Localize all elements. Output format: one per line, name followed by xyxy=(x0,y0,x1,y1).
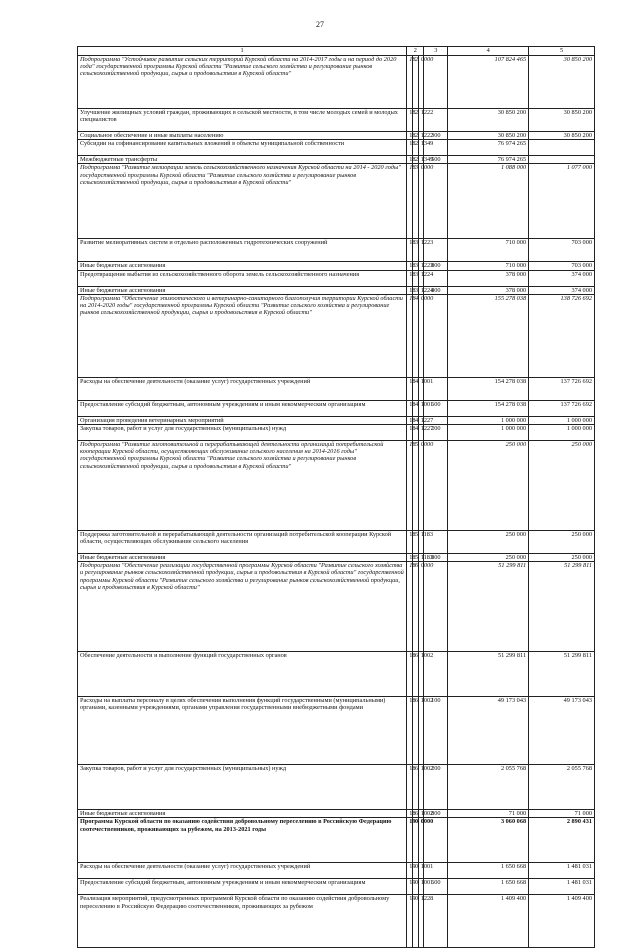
row-amount-year2: 250 000 xyxy=(529,441,595,531)
row-name: Обеспечение деятельности и выполнение функций государственных органов xyxy=(78,652,407,697)
row-code-b: 3 xyxy=(412,270,418,286)
row-amount-year1: 710 000 xyxy=(448,262,529,270)
table-row xyxy=(78,262,595,270)
row-amount-year1: 30 850 200 xyxy=(448,109,529,132)
row-code-c: 1001 xyxy=(418,879,424,895)
row-amount-year2: 374 000 xyxy=(529,286,595,294)
row-expense-type xyxy=(424,895,448,948)
row-code-a: 18 xyxy=(407,652,413,697)
budget-table xyxy=(77,46,595,948)
row-name: Расходы на обеспечение деятельности (оказание услуг) государственных учреждений xyxy=(78,377,407,400)
row-name: Подпрограмма "Устойчивое развитие сельских территорий Курской области на 2014-2017 годы и на период до 2020 года" государственной программы Курской области "Развитие сельского хозяйства и регулирование рынков сельскохозяйственной продукции, сырья и продовольствия в Курской области" xyxy=(78,56,407,109)
row-amount-year1: 154 278 038 xyxy=(448,377,529,400)
row-amount-year2: 1 077 000 xyxy=(529,164,595,239)
row-code-a: 19 xyxy=(407,895,413,948)
table-row xyxy=(78,765,595,810)
row-amount-year1: 155 278 038 xyxy=(448,294,529,377)
row-amount-year1: 710 000 xyxy=(448,239,529,262)
row-amount-year2: 30 850 200 xyxy=(529,132,595,140)
row-code-c: 1224 xyxy=(418,286,424,294)
row-expense-type: 600 xyxy=(424,879,448,895)
table-row xyxy=(78,425,595,441)
header-col-3: 3 xyxy=(424,47,448,56)
row-code-a: 18 xyxy=(407,294,413,377)
row-code-a: 18 xyxy=(407,270,413,286)
row-amount-year1: 76 974 265 xyxy=(448,140,529,156)
row-name: Межбюджетные трансферты xyxy=(78,156,407,164)
row-code-b: 0 xyxy=(412,895,418,948)
row-code-c: 1001 xyxy=(418,377,424,400)
row-amount-year1: 250 000 xyxy=(448,441,529,531)
table-header-row xyxy=(78,47,595,56)
row-amount-year2: 1 409 400 xyxy=(529,895,595,948)
row-code-c: 1349 xyxy=(418,140,424,156)
row-code-c: 1002 xyxy=(418,697,424,765)
row-name: Предоставление субсидий бюджетным, автономным учреждениям и иным некоммерческим организациям xyxy=(78,400,407,416)
table-row xyxy=(78,294,595,377)
row-amount-year1: 1 650 668 xyxy=(448,879,529,895)
row-amount-year2: 1 000 000 xyxy=(529,416,595,424)
row-name: Программа Курской области по оказанию содействия добровольному переселению в Российскую Федерацию соотечественников, проживающих за рубежом, на 2013-2021 годы xyxy=(78,818,407,863)
row-name: Подпрограмма "Обеспечение эпизоотического и ветеринарно-санитарного благополучия территории Курской области на 2014-2020 годы" государственной программы Курской области "Развитие сельского хозяйства и регулирование рынков сельскохозяйственной продукции, сырья и продовольствия в Курской области" xyxy=(78,294,407,377)
row-expense-type: 300 xyxy=(424,132,448,140)
row-code-c: 1223 xyxy=(418,262,424,270)
row-amount-year1: 51 299 811 xyxy=(448,652,529,697)
row-expense-type: 800 xyxy=(424,262,448,270)
table-row xyxy=(78,56,595,109)
row-expense-type: 600 xyxy=(424,400,448,416)
table-row xyxy=(78,109,595,132)
row-code-b: 4 xyxy=(412,416,418,424)
row-expense-type: 800 xyxy=(424,286,448,294)
row-name: Иные бюджетные ассигнования xyxy=(78,262,407,270)
row-expense-type xyxy=(424,56,448,109)
row-name: Иные бюджетные ассигнования xyxy=(78,554,407,562)
row-expense-type: 100 xyxy=(424,697,448,765)
row-code-a: 18 xyxy=(407,425,413,441)
row-code-c: 1349 xyxy=(418,156,424,164)
row-expense-type: 200 xyxy=(424,425,448,441)
table-row xyxy=(78,441,595,531)
row-code-b: 0 xyxy=(412,879,418,895)
table-row xyxy=(78,863,595,879)
header-col-2: 2 xyxy=(407,47,424,56)
table-row xyxy=(78,697,595,765)
table-row xyxy=(78,895,595,948)
row-amount-year1: 107 824 465 xyxy=(448,56,529,109)
row-name: Подпрограмма "Обеспечение реализации государственной программы Курской области "Развитие сельского хозяйства и регулирование рынков сельскохозяйственной продукции, сырья и продовольствия в Курской области" государственной программы Курской области "Развитие сельского хозяйства и регулирование рынков сельскохозяйственной продукции, сырья и продовольствия в Курской области" xyxy=(78,562,407,652)
row-code-b: 0 xyxy=(412,863,418,879)
row-amount-year2: 138 726 692 xyxy=(529,294,595,377)
table-row xyxy=(78,140,595,156)
row-amount-year1: 1 650 668 xyxy=(448,863,529,879)
row-code-b: 6 xyxy=(412,810,418,818)
row-code-a: 18 xyxy=(407,531,413,554)
page-number: 27 xyxy=(316,20,324,29)
row-amount-year2: 71 000 xyxy=(529,810,595,818)
row-name: Расходы на выплаты персоналу в целях обеспечения выполнения функций государственными (муниципальными) органами, казенными учреждениями, органами управления государственными внебюджетными фондами xyxy=(78,697,407,765)
row-code-c: 1222 xyxy=(418,109,424,132)
row-name: Субсидии на софинансирование капитальных вложений в объекты муниципальной собственности xyxy=(78,140,407,156)
row-amount-year2: 250 000 xyxy=(529,554,595,562)
row-amount-year2: 30 850 200 xyxy=(529,56,595,109)
row-name: Развитие мелиоративных систем и отдельно расположенных гидротехнических сооружений xyxy=(78,239,407,262)
row-code-b: 4 xyxy=(412,377,418,400)
row-code-a: 18 xyxy=(407,262,413,270)
row-amount-year1: 30 850 200 xyxy=(448,132,529,140)
row-code-c: 1222 xyxy=(418,132,424,140)
row-name: Закупка товаров, работ и услуг для государственных (муниципальных) нужд xyxy=(78,425,407,441)
row-code-a: 18 xyxy=(407,286,413,294)
row-code-b: 6 xyxy=(412,562,418,652)
row-code-b: 5 xyxy=(412,531,418,554)
row-code-b: 6 xyxy=(412,697,418,765)
header-col-4: 4 xyxy=(448,47,529,56)
row-code-c: 0000 xyxy=(418,164,424,239)
row-amount-year2: 374 000 xyxy=(529,270,595,286)
row-expense-type xyxy=(424,562,448,652)
row-name: Закупка товаров, работ и услуг для государственных (муниципальных) нужд xyxy=(78,765,407,810)
row-code-a: 18 xyxy=(407,400,413,416)
header-col-5: 5 xyxy=(529,47,595,56)
row-code-c: 1002 xyxy=(418,765,424,810)
row-code-a: 18 xyxy=(407,697,413,765)
row-code-a: 18 xyxy=(407,164,413,239)
row-code-a: 18 xyxy=(407,156,413,164)
row-code-a: 18 xyxy=(407,132,413,140)
row-name: Поддержка заготовительной и перерабатывающей деятельности организаций потребительской кооперации Курской области, осуществляющих обслуживание сельского населения xyxy=(78,531,407,554)
row-expense-type: 800 xyxy=(424,554,448,562)
row-code-b: 2 xyxy=(412,132,418,140)
row-amount-year2: 30 850 200 xyxy=(529,109,595,132)
row-code-a: 18 xyxy=(407,377,413,400)
row-amount-year2: 2 890 431 xyxy=(529,818,595,863)
row-code-b: 2 xyxy=(412,140,418,156)
row-code-a: 18 xyxy=(407,562,413,652)
row-amount-year2: 51 299 811 xyxy=(529,562,595,652)
row-name: Иные бюджетные ассигнования xyxy=(78,286,407,294)
table-row xyxy=(78,286,595,294)
table-row xyxy=(78,156,595,164)
row-code-c: 1228 xyxy=(418,895,424,948)
row-expense-type: 800 xyxy=(424,810,448,818)
row-code-c: 0000 xyxy=(418,562,424,652)
row-amount-year2: 1 481 031 xyxy=(529,863,595,879)
row-name: Подпрограмма "Развитие мелиорации земель сельскохозяйственного назначения Курской области на 2014 - 2020 годы" государственной программы Курской области "Развитие сельского хозяйства и регулирование рынков сельскохозяйственной продукции, сырья и продовольствия в Курской области" xyxy=(78,164,407,239)
row-code-a: 19 xyxy=(407,863,413,879)
row-code-a: 18 xyxy=(407,109,413,132)
row-amount-year2 xyxy=(529,156,595,164)
row-amount-year1: 3 060 068 xyxy=(448,818,529,863)
row-expense-type: 200 xyxy=(424,765,448,810)
table-row xyxy=(78,400,595,416)
row-amount-year1: 51 299 811 xyxy=(448,562,529,652)
table-row xyxy=(78,377,595,400)
row-code-c: 1001 xyxy=(418,863,424,879)
row-amount-year2: 1 481 031 xyxy=(529,879,595,895)
row-code-b: 4 xyxy=(412,294,418,377)
row-code-b: 4 xyxy=(412,400,418,416)
table-row xyxy=(78,270,595,286)
row-amount-year1: 378 000 xyxy=(448,286,529,294)
row-amount-year1: 2 055 768 xyxy=(448,765,529,810)
row-code-c: 1224 xyxy=(418,270,424,286)
row-name: Организация проведения ветеринарных мероприятий xyxy=(78,416,407,424)
row-code-a: 18 xyxy=(407,810,413,818)
row-amount-year1: 1 088 000 xyxy=(448,164,529,239)
row-code-b: 4 xyxy=(412,425,418,441)
table-row xyxy=(78,164,595,239)
row-name: Предоставление субсидий бюджетным, автономным учреждениям и иным некоммерческим организациям xyxy=(78,879,407,895)
row-amount-year2: 250 000 xyxy=(529,531,595,554)
row-code-b: 5 xyxy=(412,554,418,562)
row-amount-year1: 1 000 000 xyxy=(448,416,529,424)
row-code-b: 5 xyxy=(412,441,418,531)
table-row xyxy=(78,818,595,863)
row-code-b: 6 xyxy=(412,652,418,697)
table-row xyxy=(78,132,595,140)
row-code-c: 0000 xyxy=(418,818,424,863)
row-code-b: 2 xyxy=(412,109,418,132)
row-code-c: 1002 xyxy=(418,652,424,697)
row-code-a: 18 xyxy=(407,765,413,810)
row-amount-year1: 250 000 xyxy=(448,554,529,562)
row-name: Социальное обеспечение и иные выплаты населению xyxy=(78,132,407,140)
row-name: Иные бюджетные ассигнования xyxy=(78,810,407,818)
row-expense-type xyxy=(424,441,448,531)
row-code-c: 1183 xyxy=(418,531,424,554)
row-amount-year2: 1 000 000 xyxy=(529,425,595,441)
row-code-b: 6 xyxy=(412,765,418,810)
row-code-b: 2 xyxy=(412,156,418,164)
row-amount-year2: 137 726 692 xyxy=(529,377,595,400)
row-code-a: 19 xyxy=(407,818,413,863)
header-col-1: 1 xyxy=(78,47,407,56)
table-row xyxy=(78,416,595,424)
row-code-a: 18 xyxy=(407,239,413,262)
row-code-b: 3 xyxy=(412,239,418,262)
table-row xyxy=(78,879,595,895)
row-name: Расходы на обеспечение деятельности (оказание услуг) государственных учреждений xyxy=(78,863,407,879)
row-name: Улучшение жилищных условий граждан, проживающих в сельской местности, в том числе молодых семей и молодых специалистов xyxy=(78,109,407,132)
row-amount-year2: 703 000 xyxy=(529,262,595,270)
table-row xyxy=(78,531,595,554)
table-row xyxy=(78,554,595,562)
row-amount-year1: 76 974 265 xyxy=(448,156,529,164)
row-code-c: 1223 xyxy=(418,239,424,262)
row-amount-year1: 1 000 000 xyxy=(448,425,529,441)
row-code-a: 18 xyxy=(407,416,413,424)
row-amount-year1: 1 409 400 xyxy=(448,895,529,948)
row-amount-year1: 71 000 xyxy=(448,810,529,818)
row-expense-type xyxy=(424,294,448,377)
table-row xyxy=(78,562,595,652)
row-amount-year2 xyxy=(529,140,595,156)
row-name: Подпрограмма "Развитие заготовительной и перерабатывающей деятельности организаций потребительской кооперации Курской области, осуществляющих обслуживание сельского населения на 2014-2016 годы" государственной программы Курской области "Развитие сельского хозяйства и регулирование рынков сельскохозяйственной продукции, сырья и продовольствия в Курской области" xyxy=(78,441,407,531)
row-name: Предотвращение выбытия из сельскохозяйственного оборота земель сельскохозяйственного назначения xyxy=(78,270,407,286)
row-amount-year2: 703 000 xyxy=(529,239,595,262)
row-code-a: 18 xyxy=(407,441,413,531)
row-expense-type: 500 xyxy=(424,156,448,164)
table-row xyxy=(78,810,595,818)
row-code-c: 1227 xyxy=(418,425,424,441)
row-code-c: 0000 xyxy=(418,56,424,109)
row-code-c: 1001 xyxy=(418,400,424,416)
row-amount-year2: 51 299 811 xyxy=(529,652,595,697)
row-amount-year1: 378 000 xyxy=(448,270,529,286)
row-code-b: 2 xyxy=(412,56,418,109)
row-code-b: 3 xyxy=(412,262,418,270)
row-code-a: 18 xyxy=(407,140,413,156)
table-row xyxy=(78,652,595,697)
row-expense-type xyxy=(424,164,448,239)
row-amount-year1: 49 173 043 xyxy=(448,697,529,765)
row-code-c: 0000 xyxy=(418,441,424,531)
row-amount-year2: 137 726 692 xyxy=(529,400,595,416)
row-code-b: 3 xyxy=(412,164,418,239)
row-code-c: 0000 xyxy=(418,294,424,377)
row-amount-year2: 2 055 768 xyxy=(529,765,595,810)
row-amount-year2: 49 173 043 xyxy=(529,697,595,765)
row-code-a: 19 xyxy=(407,879,413,895)
row-code-c: 1227 xyxy=(418,416,424,424)
row-code-c: 1183 xyxy=(418,554,424,562)
row-name: Реализация мероприятий, предусмотренных программой Курской области по оказанию содействия добровольному переселению в Российскую Федерацию соотечественников, проживающих за рубежом xyxy=(78,895,407,948)
row-code-b: 3 xyxy=(412,286,418,294)
table-row xyxy=(78,239,595,262)
row-code-c: 1002 xyxy=(418,810,424,818)
row-amount-year1: 250 000 xyxy=(448,531,529,554)
row-code-b: 0 xyxy=(412,818,418,863)
row-code-a: 18 xyxy=(407,56,413,109)
row-amount-year1: 154 278 038 xyxy=(448,400,529,416)
row-code-a: 18 xyxy=(407,554,413,562)
